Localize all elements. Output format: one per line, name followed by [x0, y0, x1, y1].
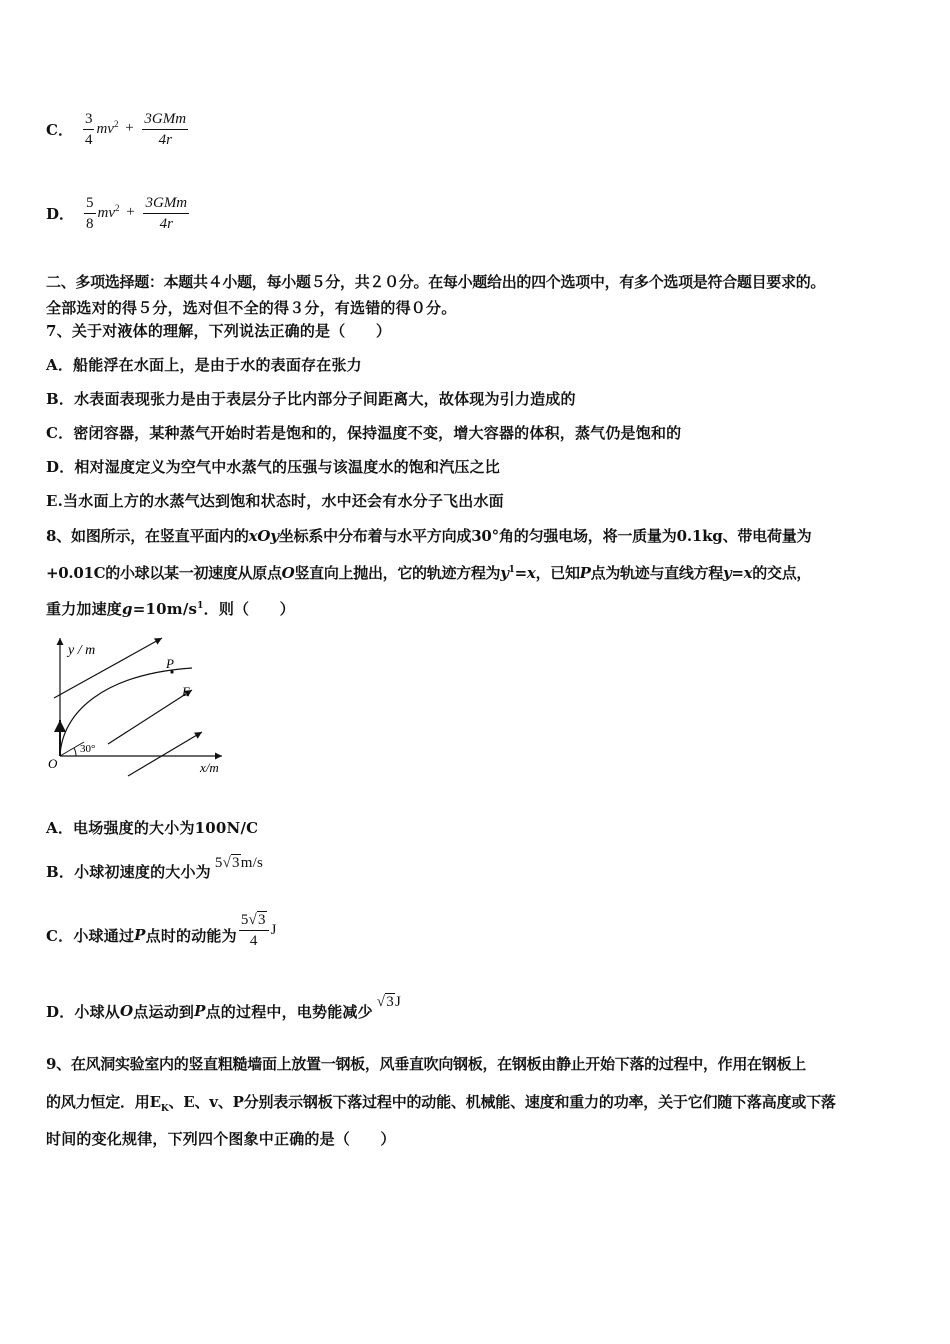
q8-option-b: B．小球初速度的大小为 5√3m/s — [46, 854, 264, 881]
x-axis-label: x/m — [200, 760, 219, 775]
q8-stem-line1: 8、如图所示，在竖直平面内的xOy坐标系中分布着与水平方向成30°角的匀强电场，将一质量为0.1kg、带电荷量为 — [46, 527, 812, 545]
angle-label: 30° — [80, 743, 96, 755]
q6-option-c-label: C． — [46, 120, 73, 139]
q9-stem-line2: 的风力恒定．用$E_K$、E、v、P分别表示钢板下落过程中的动能、机械能、速度和重力的功率，关于它们随下落高度或下落 — [46, 1093, 836, 1114]
q7-option-c: C．密闭容器，某种蒸气开始时若是饱和的，保持温度不变，增大容器的体积，蒸气仍是饱和的 — [46, 424, 682, 442]
q6-option-d: D． $\frac{5}{8}$ $mv^2$ + $\frac{\text{3GMm}}{4r}$ — [46, 194, 188, 232]
q6-option-d-label: D． — [46, 204, 75, 223]
field-line-3 — [128, 732, 202, 776]
q8-stem-line3: 重力加速度$g=10m/s^1$．则（ ） — [46, 600, 295, 618]
q8-field-diagram — [44, 632, 234, 782]
q8-stem-line2: +0.01C的小球以某一初速度从原点O竖直向上抛出，它的轨迹方程为$y^1=x$，已知P点为轨迹与直线方程y=x的交点， — [46, 564, 812, 582]
section2-instruction-line1: 二、多项选择题：本题共４小题，每小题５分，共２０分。在每小题给出的四个选项中，有多个选项是符合题目要求的。 — [46, 273, 826, 291]
q6-option-c: C． $\frac{3}{4}$ $mv^2$ + $\frac{\text{3GMm}}{4r}$ — [46, 110, 187, 148]
angle-arc — [74, 748, 76, 756]
p-label: P — [166, 656, 174, 671]
q9-stem-line3: 时间的变化规律，下列四个图象中正确的是（ ） — [46, 1130, 396, 1148]
q9-stem-line1: 9、在风洞实验室内的竖直粗糙墙面上放置一钢板，风垂直吹向钢板，在钢板由静止开始下落的过程中，作用在钢板上 — [46, 1055, 806, 1073]
q8-option-a: A．电场强度的大小为100N/C — [46, 819, 259, 837]
q8-option-d: D．小球从 O 点运动到 P 点的过程中，电势能减少 √3J — [46, 993, 401, 1021]
section2-instruction-line2: 全部选对的得５分，选对但不全的得３分，有选错的得０分。 — [46, 299, 457, 317]
q7-option-b: B．水表面表现张力是由于表层分子比内部分子间距离大，故体现为引力造成的 — [46, 390, 576, 408]
field-line-2 — [108, 690, 192, 744]
origin-label: O — [48, 756, 58, 771]
e-label: E — [182, 684, 190, 699]
q7-option-e: E.当水面上方的水蒸气达到饱和状态时，水中还会有水分子飞出水面 — [46, 492, 504, 510]
q7-option-d: D．相对湿度定义为空气中水蒸气的压强与该温度水的饱和汽压之比 — [46, 458, 501, 476]
q7-option-a: A．船能浮在水面上，是由于水的表面存在张力 — [46, 356, 362, 374]
q7-stem: 7、关于对液体的理解，下列说法正确的是（ ） — [46, 322, 392, 340]
q8-option-c: C．小球通过 P 点时的动能为 $\frac{5√3}{4}$ J — [46, 911, 277, 949]
y-axis-label: y / m — [68, 643, 96, 658]
